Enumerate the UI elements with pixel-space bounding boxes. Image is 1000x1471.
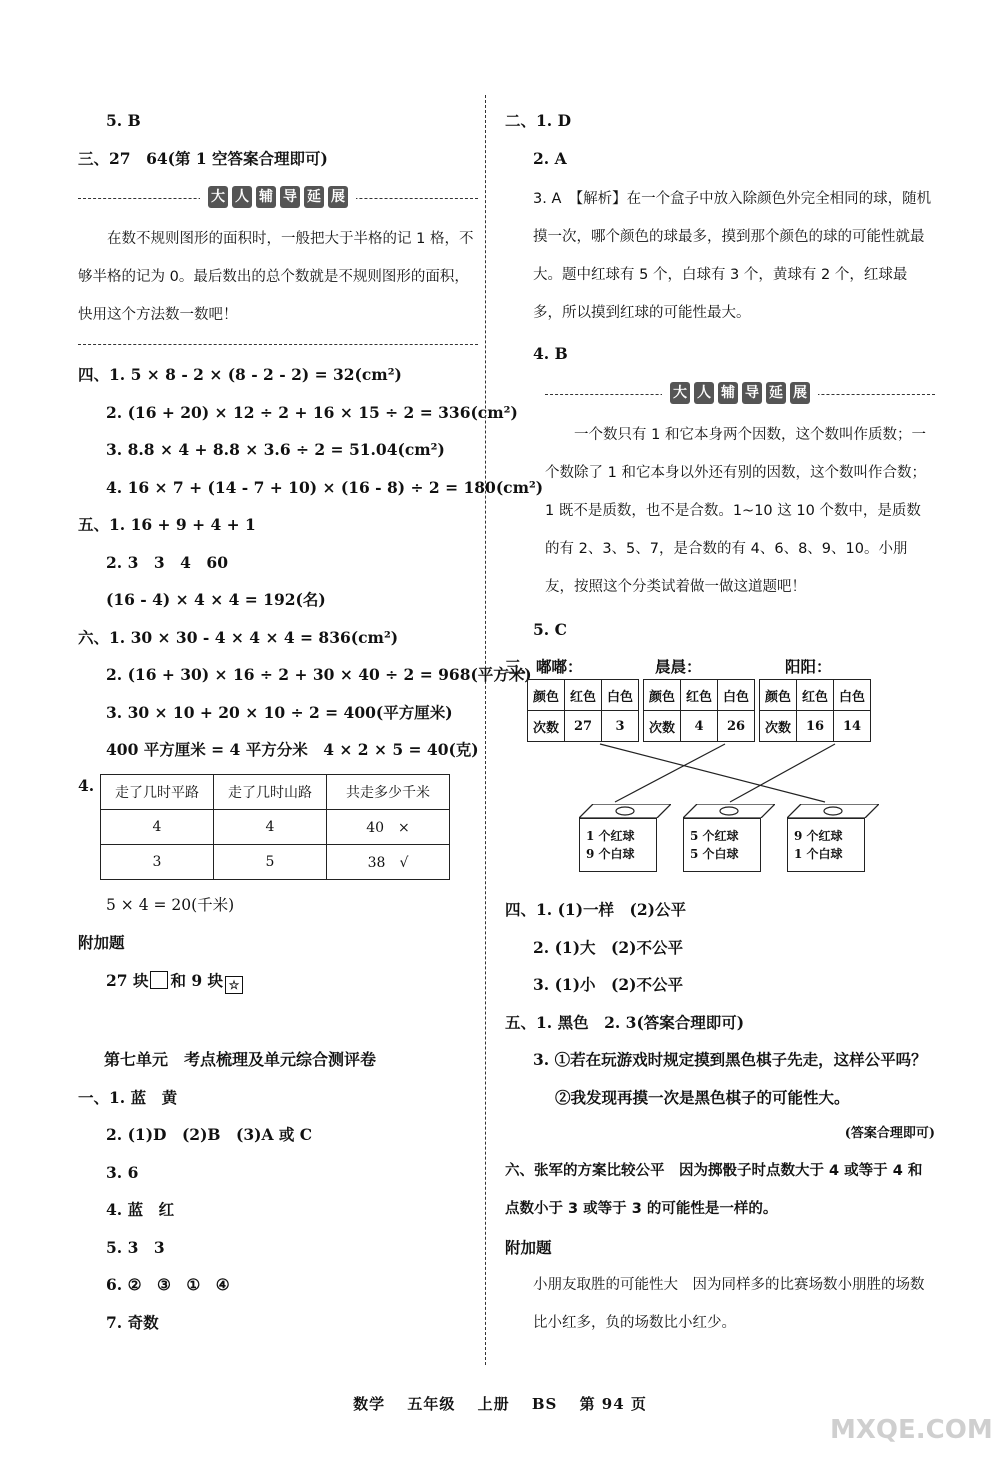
table-cell: 4 — [214, 809, 327, 844]
ball-boxes — [535, 804, 935, 888]
tip-paragraph-2: 一个数只有 1 和它本身两个因数，这个数叫作质数；一个数除了 1 和它本身以外还有别的因数，这个数叫作合数；1 既不是质数，也不是合数。1~10 这 10 个数中，是质数的有 2、3、5、7，是合数的有 4、6、8、9、10。小朋友，按照这个分类试着做一做这道题吧！ — [545, 426, 926, 595]
banner-char: 辅 — [718, 382, 738, 404]
unit7-1: 一、1. 蓝 黄 — [78, 1087, 178, 1107]
banner-char: 导 — [280, 186, 300, 208]
table-cell: 3 — [602, 711, 639, 742]
banner-char: 导 — [742, 382, 762, 404]
answer-5-2b: (16 - 4) × 4 × 4 = 192(名) — [106, 590, 326, 609]
match-line — [730, 744, 835, 802]
table-header: 共走多少千米 — [327, 774, 450, 809]
answer-6-4b: 5 × 4 = 20(千米) — [106, 895, 235, 914]
banner-char: 延 — [304, 186, 324, 208]
table-cell: 3 — [101, 844, 214, 879]
table-cell: 红色 — [797, 680, 834, 711]
table-cell: 4 — [681, 711, 718, 742]
r-extra-answer: 小朋友取胜的可能性大 因为同样多的比赛场数小朋胜的场数比小红多，负的场数比小红少。 — [533, 1276, 925, 1331]
unit7-7: 7. 奇数 — [106, 1312, 159, 1332]
box-line: 9 个红球 — [794, 829, 843, 843]
r-answer-2-4: 4. B — [533, 344, 568, 363]
table-cell: 40 × — [327, 809, 450, 844]
extra-answer-part: 和 9 块 — [170, 970, 224, 990]
answer-6-3: 3. 30 × 10 + 20 × 10 ÷ 2 = 400(平方厘米) — [106, 702, 453, 722]
table-cell: 次数 — [760, 711, 797, 742]
footer-volume: 上册 — [477, 1395, 510, 1413]
r-answer-2-3: 3. A 【解析】在一个盒子中放入除颜色外完全相同的球，随机摸一次，哪个颜色的球最多，摸到那个颜色的球的可能性就最大。题中红球有 5 个，白球有 3 个，黄球有 2 个，红球最多，所以摸到红球的可能性最大。 — [533, 191, 932, 321]
r-answer-4-1: 四、1. (1)一样 (2)公平 — [505, 900, 686, 919]
unit7-4: 4. 蓝 红 — [106, 1200, 175, 1219]
answer-4-1: 四、1. 5 × 8 - 2 × (8 - 2 - 2) = 32(cm²) — [78, 365, 402, 384]
page-footer — [0, 1393, 1000, 1414]
watermark: MXQE.COM — [830, 1415, 993, 1445]
tally-table — [759, 679, 871, 742]
tally-table — [527, 679, 639, 742]
star-icon: ☆ — [225, 976, 243, 994]
answer-6-4-label: 4. — [78, 775, 95, 795]
ball-box — [579, 804, 673, 876]
answer-5-1: 五、1. 16 + 9 + 4 + 1 — [78, 515, 256, 534]
r-answer-5-3b: ②我发现再摸一次是黑色棋子的可能性大。 — [555, 1087, 850, 1107]
banner-char: 辅 — [256, 186, 276, 208]
table-header: 走了几时平路 — [101, 774, 214, 809]
label-yangyang: 阳阳： — [785, 657, 832, 676]
table-cell: 红色 — [565, 680, 602, 711]
unit7-5: 5. 3 3 — [106, 1237, 165, 1257]
box-line: 9 个白球 — [586, 847, 635, 861]
footer-page: 第 94 页 — [579, 1395, 647, 1413]
tip-divider — [78, 344, 478, 345]
table-cell: 白色 — [602, 680, 639, 711]
answer-6-3b: 400 平方厘米 = 4 平方分米 4 × 2 × 5 = 40(克) — [106, 740, 479, 759]
extra-answer — [78, 971, 478, 994]
unit7-6: 6. ② ③ ① ④ — [106, 1275, 230, 1294]
box-top-icon — [683, 804, 775, 818]
box-line: 1 个白球 — [794, 847, 843, 861]
tally-tables — [527, 679, 935, 742]
answer-5: 5. B — [106, 111, 141, 130]
tip-paragraph: 在数不规则图形的面积时，一般把大于半格的记 1 格，不够半格的记为 0。最后数出的总个数就是不规则图形的面积，快用这个方法数一数吧！ — [78, 231, 474, 323]
table-cell: 27 — [565, 711, 602, 742]
unit7-2: 2. (1)D (2)B (3)A 或 C — [106, 1125, 313, 1144]
column-divider — [485, 95, 486, 1365]
ball-box — [683, 804, 777, 876]
footer-edition: BS — [531, 1395, 558, 1413]
answer-section-3: 三、27 64(第 1 空答案合理即可) — [78, 148, 328, 168]
label-dudu: 三、嘟嘟： — [505, 657, 583, 676]
r-answer-6: 六、张军的方案比较公平 因为掷骰子时点数大于 4 或等于 4 和点数小于 3 或等于 3 的可能性是一样的。 — [505, 1163, 923, 1217]
s3-labels — [505, 659, 935, 675]
tip-banner — [78, 186, 478, 210]
r-extra-title: 附加题 — [505, 1238, 552, 1257]
match-line — [600, 744, 825, 802]
unit7-3: 3. 6 — [106, 1162, 139, 1182]
r-answer-4-3: 3. (1)小 (2)不公平 — [533, 975, 683, 994]
tally-table — [643, 679, 755, 742]
table-cell: 38 √ — [327, 844, 450, 879]
table-cell: 红色 — [681, 680, 718, 711]
table-cell: 次数 — [528, 711, 565, 742]
matching-lines — [505, 742, 925, 804]
box-top-icon — [787, 804, 879, 818]
box-line: 5 个白球 — [690, 847, 739, 861]
footer-subject: 数学 — [353, 1395, 386, 1413]
answer-5-2: 2. 3 3 4 60 — [106, 552, 229, 572]
table-cell: 颜色 — [528, 680, 565, 711]
answer-6-4 — [78, 774, 478, 880]
ball-box — [787, 804, 881, 876]
table-cell: 颜色 — [644, 680, 681, 711]
answer-4-2: 2. (16 + 20) × 12 ÷ 2 + 16 × 15 ÷ 2 = 336(cm²) — [106, 402, 518, 422]
banner-char: 人 — [694, 382, 714, 404]
unit-7-title: 第七单元 考点梳理及单元综合测评卷 — [104, 1049, 377, 1069]
banner-char: 人 — [232, 186, 252, 208]
banner-char: 大 — [208, 186, 228, 208]
r-answer-2-2: 2. A — [533, 148, 567, 168]
walk-table — [100, 774, 450, 880]
table-cell: 白色 — [718, 680, 755, 711]
box-line: 1 个红球 — [586, 829, 635, 843]
answer-6-2: 2. (16 + 30) × 16 ÷ 2 + 30 × 40 ÷ 2 = 968(平方米) — [106, 665, 532, 684]
label-chenchen: 晨晨： — [655, 657, 702, 676]
extra-title: 附加题 — [78, 933, 125, 952]
answer-4-3: 3. 8.8 × 4 + 8.8 × 3.6 ÷ 2 = 51.04(cm²) — [106, 440, 445, 459]
r-answer-2-1: 二、1. D — [505, 111, 572, 130]
answer-6-1: 六、1. 30 × 30 - 4 × 4 × 4 = 836(cm²) — [78, 627, 399, 647]
table-cell: 次数 — [644, 711, 681, 742]
box-line: 5 个红球 — [690, 829, 739, 843]
square-shape — [150, 971, 168, 989]
tip-banner-2 — [545, 382, 935, 406]
table-cell: 14 — [834, 711, 871, 742]
footer-grade: 五年级 — [407, 1395, 456, 1413]
table-cell: 5 — [214, 844, 327, 879]
banner-char: 延 — [766, 382, 786, 404]
banner-char: 展 — [328, 186, 348, 208]
banner-char: 大 — [670, 382, 690, 404]
r-answer-2-5: 5. C — [533, 619, 567, 639]
r-answer-5-1: 五、1. 黑色 2. 3(答案合理即可) — [505, 1012, 745, 1032]
extra-answer-part: 27 块 — [106, 970, 149, 990]
box-top-icon — [579, 804, 671, 818]
right-column — [505, 95, 935, 1342]
r-answer-4-2: 2. (1)大 (2)不公平 — [533, 937, 683, 957]
table-cell: 4 — [101, 809, 214, 844]
answer-4-4: 4. 16 × 7 + (14 - 7 + 10) × (16 - 8) ÷ 2 = 180(cm²) — [106, 477, 544, 497]
table-cell: 26 — [718, 711, 755, 742]
r-answer-5-3a: 3. ①若在玩游戏时规定摸到黑色棋子先走，这样公平吗？ — [533, 1050, 927, 1069]
r-answer-note: (答案合理即可) — [844, 1126, 935, 1141]
table-header: 走了几时山路 — [214, 774, 327, 809]
table-cell: 颜色 — [760, 680, 797, 711]
table-cell: 16 — [797, 711, 834, 742]
table-cell: 白色 — [834, 680, 871, 711]
banner-char: 展 — [790, 382, 810, 404]
